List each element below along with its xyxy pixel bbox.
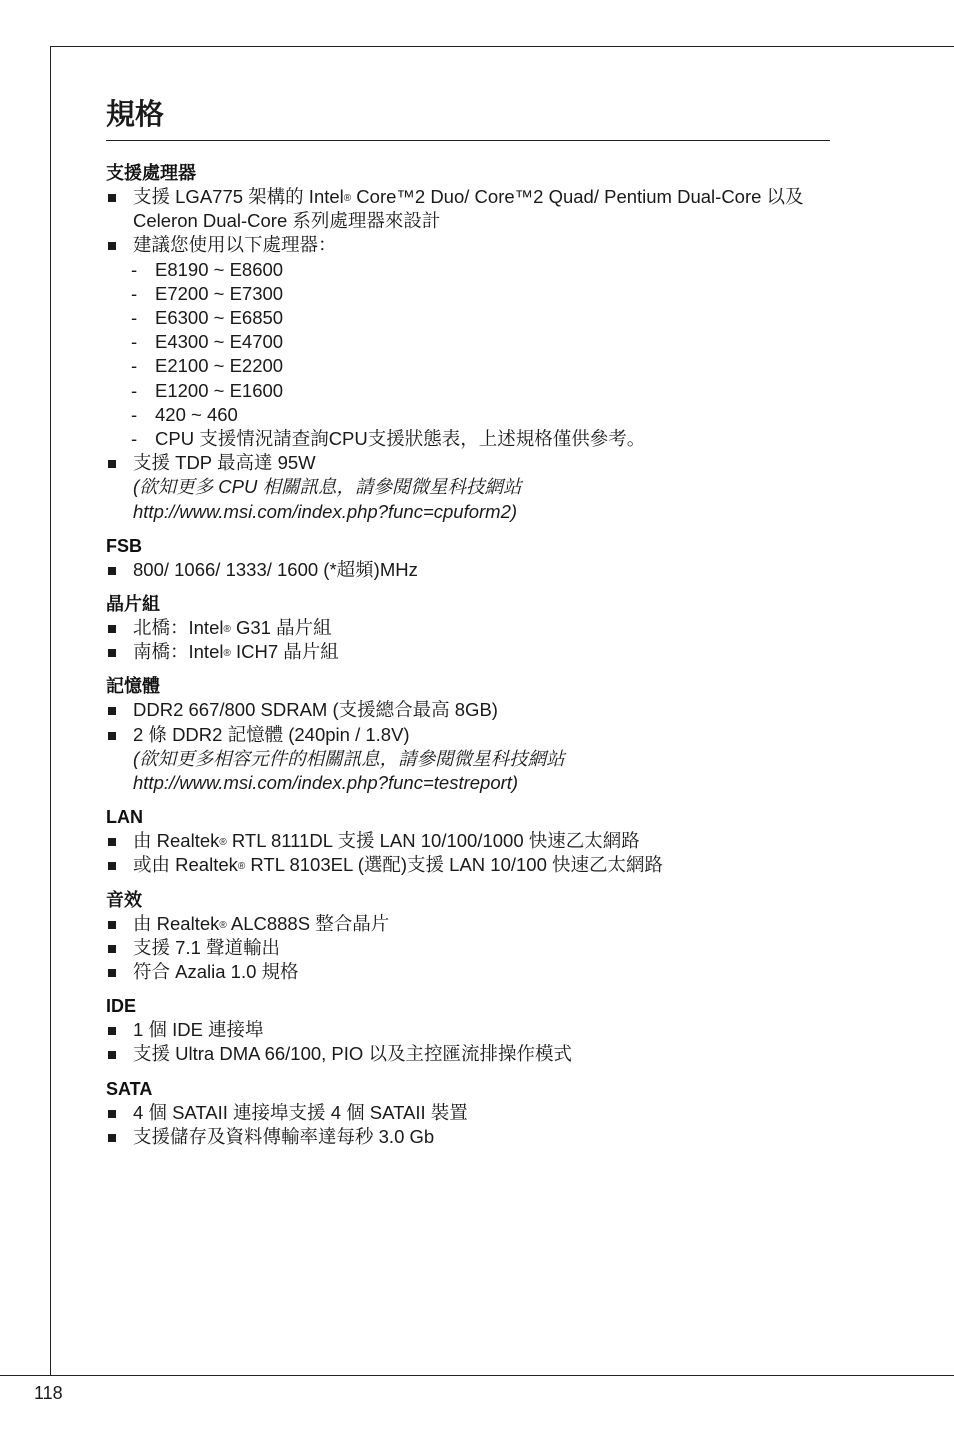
memory-note-link[interactable]: http://www.msi.com/index.php?func=testreport) bbox=[133, 772, 519, 794]
section-heading-fsb: FSB bbox=[106, 535, 142, 556]
cpu-model-item: - E4300 ~ E4700 bbox=[128, 330, 830, 354]
cpu-model-item: - E2100 ~ E2200 bbox=[128, 354, 830, 378]
section-cpu bbox=[106, 161, 830, 524]
registered-mark: ® bbox=[219, 919, 227, 931]
page-frame-left-rule bbox=[50, 46, 51, 1375]
section-memory bbox=[106, 674, 830, 795]
section-heading-chipset: 晶片組 bbox=[106, 594, 160, 615]
section-heading-memory: 記憶體 bbox=[106, 676, 160, 697]
list-item: 北橋：Intel® G31 晶片組 bbox=[106, 616, 830, 640]
list-item: 2 條 DDR2 記憶體 (240pin / 1.8V) (欲知更多相容元件的相關訊息，請參閱微星科技網站 http://www.msi.com/index.php?func=testreport) bbox=[106, 723, 830, 796]
sata-list bbox=[106, 1101, 830, 1149]
section-heading-cpu: 支援處理器 bbox=[106, 163, 196, 183]
section-chipset bbox=[106, 592, 830, 664]
registered-mark: ® bbox=[223, 624, 231, 636]
list-item: 由 Realtek® ALC888S 整合晶片 bbox=[106, 912, 830, 936]
cpu-list bbox=[106, 185, 830, 524]
spec-content bbox=[106, 96, 830, 1159]
list-item: 支援 Ultra DMA 66/100, PIO 以及主控匯流排操作模式 bbox=[106, 1042, 830, 1066]
fsb-list bbox=[106, 558, 830, 582]
list-item: 或由 Realtek® RTL 8103EL (選配)支援 LAN 10/100 快速乙太網路 bbox=[106, 853, 830, 877]
page-title: 規格 bbox=[106, 99, 165, 131]
section-heading-audio: 音效 bbox=[106, 889, 142, 910]
cpu-model-item: - E1200 ~ E1600 bbox=[128, 379, 830, 403]
memory-note: (欲知更多相容元件的相關訊息，請參閱微星科技網站 bbox=[133, 747, 565, 769]
registered-mark: ® bbox=[219, 837, 227, 849]
section-lan bbox=[106, 805, 830, 877]
lan-list bbox=[106, 829, 830, 877]
registered-mark: ® bbox=[343, 193, 352, 204]
cpu-model-list bbox=[128, 258, 830, 452]
cpu-note: (欲知更多 CPU 相關訊息，請參閱微星科技網站 bbox=[133, 476, 522, 498]
memory-list bbox=[106, 698, 830, 795]
list-item: 支援儲存及資料傳輸率達每秒 3.0 Gb bbox=[106, 1125, 830, 1149]
chipset-list bbox=[106, 616, 830, 664]
section-heading-ide: IDE bbox=[106, 996, 137, 1017]
list-item: 800/ 1066/ 1333/ 1600 (*超頻)MHz bbox=[106, 558, 830, 582]
section-fsb bbox=[106, 534, 830, 582]
ide-list bbox=[106, 1018, 830, 1066]
list-item: 支援 LGA775 架構的 Intel® Core™2 Duo/ Core™2 Quad/ Pentium Dual-Core 以及 Celeron Dual-Core 系列處理器來設計 bbox=[106, 185, 830, 233]
audio-list bbox=[106, 912, 830, 985]
list-item: DDR2 667/800 SDRAM (支援總合最高 8GB) bbox=[106, 698, 830, 722]
list-item: 1 個 IDE 連接埠 bbox=[106, 1018, 830, 1042]
section-heading-lan: LAN bbox=[106, 807, 143, 828]
list-item: 南橋：Intel® ICH7 晶片組 bbox=[106, 640, 830, 664]
cpu-model-item: - 420 ~ 460 bbox=[128, 403, 830, 427]
list-item: 建議您使用以下處理器： - E8190 ~ E8600 - E7200 ~ E7300 - E6300 ~ E6850 - E4300 ~ E4700 - E2100 ~ E2200 - E1200 ~ E1600 - 420 ~ 460 - CPU 支援情況請查詢CPU支援狀態表，上述規格僅供參考。 bbox=[106, 233, 830, 451]
cpu-model-item: - E6300 ~ E6850 bbox=[128, 306, 830, 330]
section-sata bbox=[106, 1077, 830, 1149]
list-item: 支援 7.1 聲道輸出 bbox=[106, 936, 830, 960]
page-frame-bottom-rule bbox=[0, 1375, 954, 1376]
section-heading-sata: SATA bbox=[106, 1078, 153, 1099]
list-item: 支援 TDP 最高達 95W (欲知更多 CPU 相關訊息，請參閱微星科技網站 http://www.msi.com/index.php?func=cpuform2) bbox=[106, 451, 830, 524]
cpu-model-item: - CPU 支援情況請查詢CPU支援狀態表，上述規格僅供參考。 bbox=[128, 427, 830, 451]
list-item: 由 Realtek® RTL 8111DL 支援 LAN 10/100/1000 快速乙太網路 bbox=[106, 829, 830, 853]
cpu-model-item: - E8190 ~ E8600 bbox=[128, 258, 830, 282]
page-number: 118 bbox=[34, 1383, 63, 1403]
cpu-note-link[interactable]: http://www.msi.com/index.php?func=cpuform2) bbox=[133, 500, 518, 522]
section-ide bbox=[106, 994, 830, 1066]
cpu-model-item: - E7200 ~ E7300 bbox=[128, 282, 830, 306]
page-frame-top-rule bbox=[50, 46, 954, 47]
list-item: 4 個 SATAII 連接埠支援 4 個 SATAII 裝置 bbox=[106, 1101, 830, 1125]
registered-mark: ® bbox=[223, 648, 231, 660]
list-item: 符合 Azalia 1.0 規格 bbox=[106, 960, 830, 984]
section-audio bbox=[106, 888, 830, 985]
title-divider bbox=[106, 140, 830, 141]
registered-mark: ® bbox=[237, 861, 246, 873]
